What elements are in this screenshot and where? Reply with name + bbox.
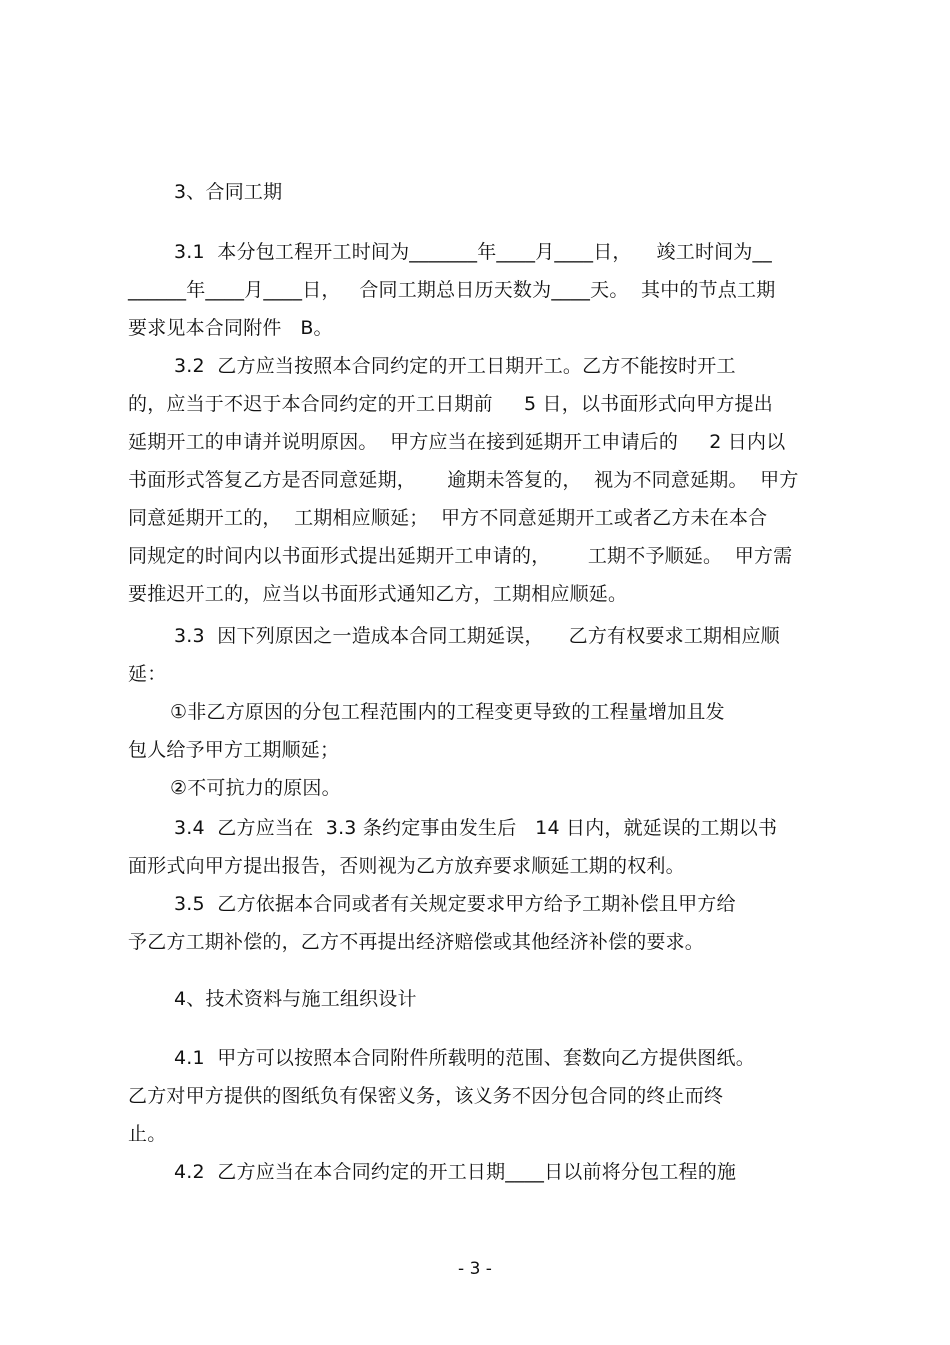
section-4-heading: 4、技术资料与施工组织设计 (174, 988, 417, 1010)
clause-3-1-line-2: ______年____月____日， 合同工期总日历天数为____天。 其中的节点工期 (128, 279, 776, 301)
clause-3-1-line-1: 3.1 本分包工程开工时间为_______年____月____日， 竣工时间为__ (174, 241, 772, 263)
clause-3-5-line-2: 予乙方工期补偿的，乙方不再提出经济赔偿或其他经济补偿的要求。 (128, 931, 705, 953)
clause-3-2-line-7: 要推迟开工的，应当以书面形式通知乙方，工期相应顺延。 (128, 583, 628, 605)
clause-3-4-line-2: 面形式向甲方提出报告，否则视为乙方放弃要求顺延工期的权利。 (128, 855, 685, 877)
clause-3-2-line-6: 同规定的时间内以书面形式提出延期开工申请的， 工期不予顺延。 甲方需 (128, 545, 793, 567)
clause-3-4-line-1: 3.4 乙方应当在 3.3 条约定事由发生后 14 日内，就延误的工期以书 (174, 817, 778, 839)
clause-4-1-line-3: 止。 (128, 1123, 167, 1145)
list-item-1-line-2: 包人给予甲方工期顺延； (128, 739, 340, 761)
clause-3-2-line-2: 的，应当于不迟于本合同约定的开工日期前 5 日，以书面形式向甲方提出 (128, 393, 773, 415)
clause-4-1-line-2: 乙方对甲方提供的图纸负有保密义务，该义务不因分包合同的终止而终 (128, 1085, 724, 1107)
clause-3-1-line-3: 要求见本合同附件 B。 (128, 317, 333, 339)
clause-3-2-line-1: 3.2 乙方应当按照本合同约定的开工日期开工。乙方不能按时开工 (174, 355, 736, 377)
clause-3-3-line-1: 3.3 因下列原因之一造成本合同工期延误， 乙方有权要求工期相应顺 (174, 625, 780, 647)
page-number: - 3 - (458, 1259, 492, 1279)
clause-3-5-line-1: 3.5 乙方依据本合同或者有关规定要求甲方给予工期补偿且甲方给 (174, 893, 736, 915)
list-item-2: ②不可抗力的原因。 (170, 777, 341, 799)
clause-3-2-line-4: 书面形式答复乙方是否同意延期， 逾期未答复的， 视为不同意延期。 甲方 (128, 469, 799, 491)
clause-3-2-line-5: 同意延期开工的， 工期相应顺延； 甲方不同意延期开工或者乙方未在本合 (128, 507, 768, 529)
clause-3-2-line-3: 延期开工的申请并说明原因。 甲方应当在接到延期开工申请后的 2 日内以 (128, 431, 786, 453)
list-item-1-line-1: ①非乙方原因的分包工程范围内的工程变更导致的工程量增加且发 (170, 701, 725, 723)
clause-4-1-line-1: 4.1 甲方可以按照本合同附件所载明的范围、套数向乙方提供图纸。 (174, 1047, 755, 1069)
clause-4-2-line-1: 4.2 乙方应当在本合同约定的开工日期____日以前将分包工程的施 (174, 1161, 737, 1183)
clause-3-3-line-2: 延： (128, 663, 167, 685)
section-3-heading: 3、合同工期 (174, 181, 283, 203)
